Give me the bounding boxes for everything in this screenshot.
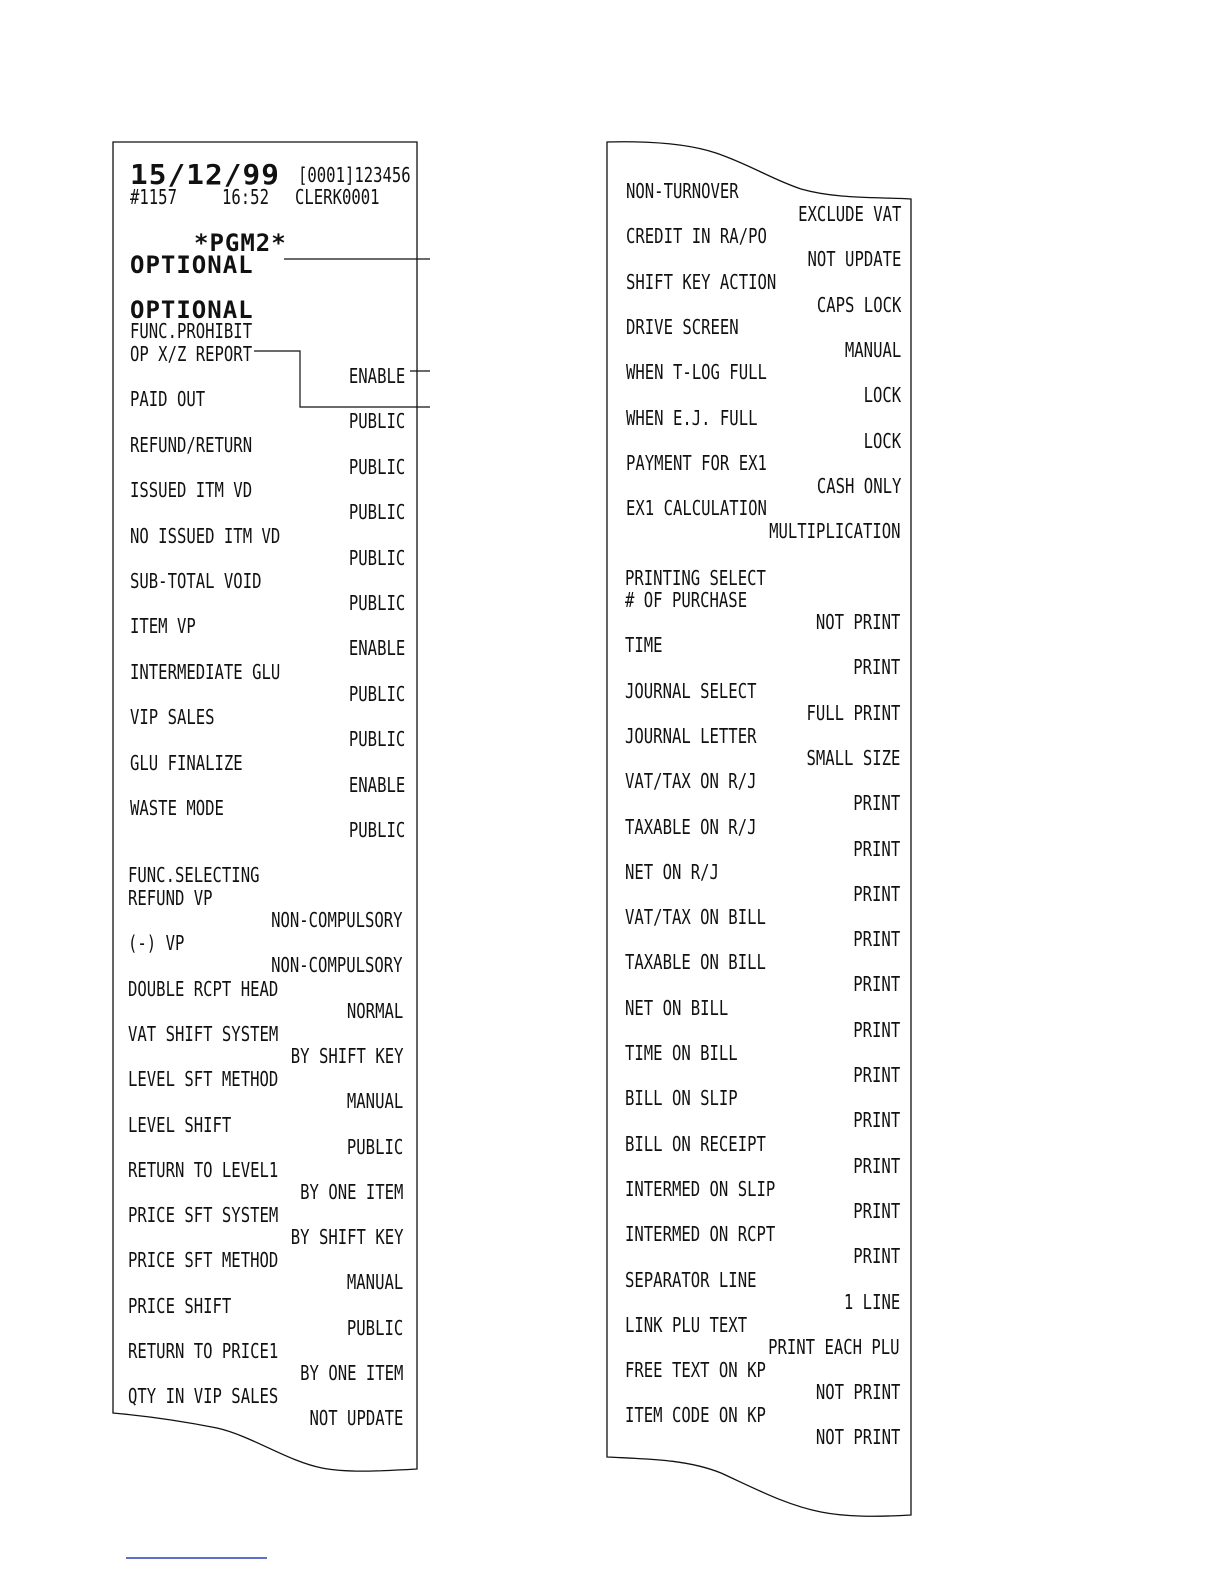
- prohibit-item-value: PUBLIC: [348, 591, 405, 615]
- prohibit-item-label: OP X/Z REPORT: [130, 342, 253, 366]
- printing-item-label: INTERMED ON SLIP: [625, 1176, 776, 1201]
- printing-item-label: TIME: [625, 633, 663, 658]
- selecting-item-label: (-) VP: [128, 931, 185, 956]
- prohibit-item-value: PUBLIC: [348, 681, 405, 706]
- prohibit-item-label: REFUND/RETURN: [130, 432, 253, 457]
- printing-item-value: PRINT: [853, 972, 900, 997]
- printing-item-value: PRINT: [853, 791, 900, 816]
- printing-item-value: PRINT: [853, 1198, 900, 1223]
- selecting-item-label: LEVEL SFT METHOD: [128, 1067, 279, 1092]
- report-title: OPTIONAL: [130, 251, 254, 279]
- prohibit-item-label: VIP SALES: [130, 705, 215, 730]
- left-receipt: [112, 141, 419, 1473]
- pgm-mode-title: *PGM2*: [194, 229, 287, 257]
- optional-item-label: PAYMENT FOR EX1: [626, 450, 767, 475]
- printing-item-value: FULL PRINT: [806, 700, 900, 725]
- optional-item-value: EXCLUDE VAT: [797, 202, 901, 226]
- section-func-selecting: FUNC.SELECTING: [128, 863, 260, 887]
- optional-item-label: NON-TURNOVER: [626, 179, 739, 203]
- optional-item-label: WHEN E.J. FULL: [626, 405, 758, 430]
- printing-item-label: BILL ON SLIP: [625, 1086, 738, 1111]
- printing-item-label: ITEM CODE ON KP: [625, 1403, 766, 1428]
- printing-item-value: PRINT: [853, 881, 900, 906]
- optional-item-value: MANUAL: [844, 337, 901, 362]
- printing-item-label: # OF PURCHASE: [625, 588, 748, 612]
- receipt-date: 15/12/99: [130, 158, 281, 191]
- printing-item-label: NET ON R/J: [625, 859, 719, 884]
- printing-item-value: PRINT: [853, 836, 900, 861]
- printing-item-label: INTERMED ON RCPT: [625, 1222, 776, 1247]
- selecting-item-value: NON-COMPULSORY: [271, 953, 403, 978]
- printing-item-label: VAT/TAX ON R/J: [625, 769, 757, 794]
- prohibit-item-value: PUBLIC: [348, 818, 405, 842]
- selecting-item-label: PRICE SFT METHOD: [128, 1248, 279, 1273]
- prohibit-item-label: ITEM VP: [130, 614, 196, 639]
- optional-item-value: LOCK: [863, 383, 901, 408]
- printing-item-value: PRINT: [853, 1153, 900, 1178]
- printing-item-value: NOT PRINT: [815, 1425, 900, 1450]
- receipt-register-number: [0001]123456: [298, 163, 411, 187]
- prohibit-item-value: ENABLE: [348, 636, 405, 661]
- prohibit-item-value: PUBLIC: [348, 500, 405, 525]
- selecting-item-label: REFUND VP: [128, 886, 213, 910]
- printing-item-label: TAXABLE ON R/J: [625, 814, 757, 839]
- selecting-item-value: BY SHIFT KEY: [290, 1225, 403, 1250]
- printing-item-label: VAT/TAX ON BILL: [625, 905, 766, 930]
- printing-item-value: PRINT EACH PLU: [768, 1334, 900, 1359]
- selecting-item-value: BY ONE ITEM: [299, 1361, 403, 1385]
- selecting-item-value: NOT UPDATE: [309, 1406, 403, 1431]
- printing-item-label: FREE TEXT ON KP: [625, 1358, 766, 1383]
- optional-item-label: DRIVE SCREEN: [626, 314, 739, 339]
- printing-item-value: SMALL SIZE: [806, 745, 900, 770]
- receipt-consecutive-number: #1157: [130, 185, 177, 209]
- selecting-item-label: RETURN TO LEVEL1: [128, 1157, 279, 1182]
- prohibit-item-value: ENABLE: [348, 364, 405, 388]
- optional-item-label: EX1 CALCULATION: [626, 496, 767, 521]
- prohibit-item-value: ENABLE: [348, 772, 405, 797]
- prohibit-item-label: SUB-TOTAL VOID: [130, 569, 262, 593]
- prohibit-item-value: PUBLIC: [348, 409, 405, 434]
- optional-item-label: SHIFT KEY ACTION: [626, 269, 777, 294]
- optional-item-value: MULTIPLICATION: [769, 519, 901, 544]
- prohibit-item-label: PAID OUT: [130, 387, 206, 412]
- prohibit-item-label: NO ISSUED ITM VD: [130, 523, 281, 548]
- optional-item-value: LOCK: [863, 428, 901, 453]
- prohibit-item-label: ISSUED ITM VD: [130, 478, 253, 503]
- printing-item-label: NET ON BILL: [625, 995, 729, 1020]
- prohibit-item-label: WASTE MODE: [130, 796, 224, 820]
- selecting-item-value: BY ONE ITEM: [299, 1179, 403, 1204]
- printing-item-value: PRINT: [853, 927, 900, 952]
- section-printing-select: PRINTING SELECT: [625, 566, 766, 590]
- printing-item-label: JOURNAL SELECT: [625, 678, 757, 703]
- printing-item-value: PRINT: [853, 1017, 900, 1042]
- printing-item-label: LINK PLU TEXT: [625, 1312, 748, 1337]
- printing-item-value: PRINT: [853, 1063, 900, 1087]
- optional-item-label: CREDIT IN RA/PO: [626, 224, 767, 249]
- selecting-item-value: NORMAL: [346, 998, 403, 1023]
- printing-item-label: BILL ON RECEIPT: [625, 1131, 766, 1156]
- section-title-optional: OPTIONAL: [130, 296, 254, 324]
- receipt-time: 16:52: [222, 185, 269, 209]
- selecting-item-label: DOUBLE RCPT HEAD: [128, 976, 279, 1001]
- prohibit-item-label: INTERMEDIATE GLU: [130, 659, 281, 684]
- prohibit-item-value: PUBLIC: [348, 727, 405, 752]
- selecting-item-value: MANUAL: [346, 1089, 403, 1114]
- selecting-item-label: RETURN TO PRICE1: [128, 1339, 279, 1363]
- prohibit-item-value: PUBLIC: [348, 454, 405, 479]
- section-func-prohibit: FUNC.PROHIBIT: [130, 319, 253, 343]
- selecting-item-value: PUBLIC: [346, 1315, 403, 1340]
- optional-item-label: WHEN T-LOG FULL: [626, 360, 767, 385]
- right-receipt: [606, 141, 913, 1519]
- printing-item-label: TAXABLE ON BILL: [625, 950, 766, 975]
- printing-item-label: TIME ON BILL: [625, 1041, 738, 1065]
- optional-item-value: CASH ONLY: [816, 473, 901, 498]
- optional-item-value: CAPS LOCK: [816, 292, 901, 317]
- selecting-item-label: VAT SHIFT SYSTEM: [128, 1021, 279, 1046]
- printing-item-label: JOURNAL LETTER: [625, 723, 757, 748]
- prohibit-item-value: PUBLIC: [348, 545, 405, 570]
- selecting-item-value: NON-COMPULSORY: [271, 908, 403, 932]
- printing-item-value: NOT PRINT: [815, 1380, 900, 1405]
- printing-item-value: PRINT: [853, 1244, 900, 1269]
- printing-item-value: PRINT: [853, 1108, 900, 1133]
- printing-item-value: PRINT: [853, 655, 900, 680]
- selecting-item-value: MANUAL: [346, 1270, 403, 1295]
- selecting-item-label: PRICE SHIFT: [128, 1293, 232, 1318]
- selecting-item-label: QTY IN VIP SALES: [128, 1384, 279, 1409]
- receipt-clerk: CLERK0001: [295, 185, 380, 209]
- selecting-item-value: BY SHIFT KEY: [290, 1043, 403, 1068]
- printing-item-value: 1 LINE: [843, 1289, 900, 1314]
- printing-item-label: SEPARATOR LINE: [625, 1267, 757, 1292]
- printing-item-value: NOT PRINT: [815, 610, 900, 634]
- prohibit-item-label: GLU FINALIZE: [130, 750, 243, 775]
- optional-item-value: NOT UPDATE: [807, 247, 901, 272]
- selecting-item-value: PUBLIC: [346, 1134, 403, 1159]
- selecting-item-label: PRICE SFT SYSTEM: [128, 1203, 279, 1228]
- selecting-item-label: LEVEL SHIFT: [128, 1112, 232, 1137]
